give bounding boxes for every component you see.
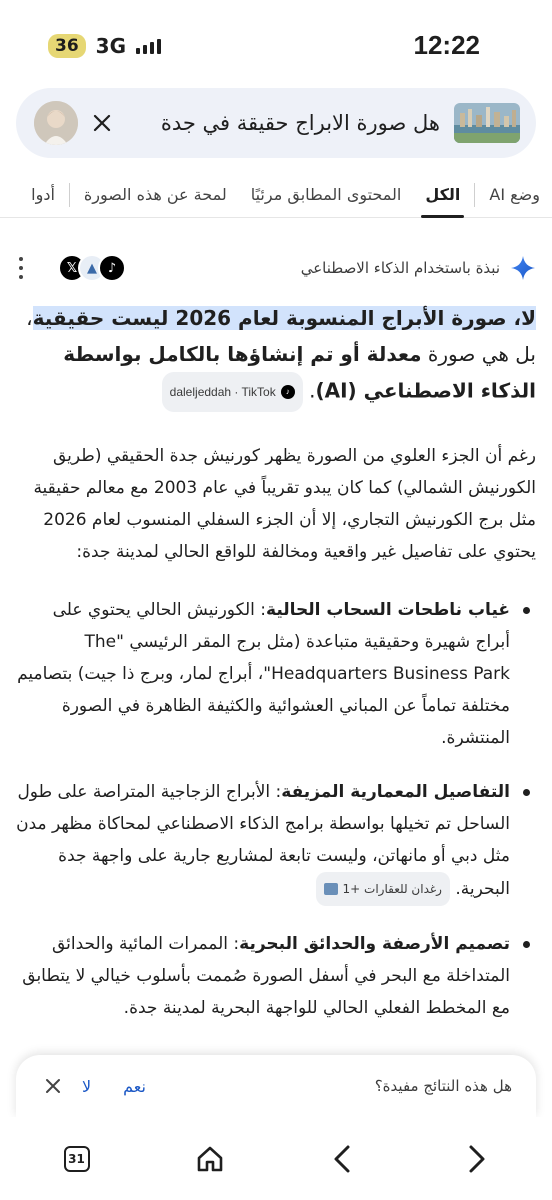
bullet-text: : الأبراج الزجاجية المتراصة على طول الساحل تم تخيلها بواسطة برامج الذكاء الاصطناعي لمحاكاة مظهر مدن مثل دبي أو مانهاتن، وليست تابعة لمشاريع جارية على واجهة جدة البحرية. (16, 782, 510, 899)
tab-about-image[interactable]: لمحة عن هذه الصورة (83, 185, 227, 204)
lead-answer (16, 300, 536, 412)
search-input[interactable]: هل صورة الابراج حقيقة في جدة (160, 111, 440, 135)
battery-indicator: 36 (48, 34, 86, 58)
lead-text: ، بل هي صورة (26, 306, 536, 366)
source-chip-label: daleljeddah · TikTok (169, 385, 276, 399)
x-icon: 𝕏 (58, 254, 86, 282)
tiktok-icon: ♪ (98, 254, 126, 282)
bullet-heading: تصميم الأرصفة والحدائق البحرية (239, 934, 510, 954)
explanation-paragraph: رغم أن الجزء العلوي من الصورة يظهر كورنيش جدة الحقيقي (طريق الكورنيش الشمالي) كما كان يبدو تقريباً في عام 2003 مع معالم حقيقية مثل برج الكورنيش التجاري، إلا أن الجزء السفلي المنسوب لعام 2026 يحتوي على تفاصيل غير واقعية ومخالفة للواقع الحالي لمدينة جدة: (33, 446, 536, 562)
bullet-text: : الممرات المائية والحدائق المتداخلة مع البحر في أسفل الصورة صُممت بأسلوب خيالي لا يتطابق مع المخطط الفعلي الحالي للواجهة البحرية لمدينة جدة. (22, 934, 510, 1018)
home-icon[interactable] (186, 1135, 234, 1183)
tab-all[interactable]: الكل (413, 172, 472, 218)
tab-divider (474, 183, 475, 207)
tab-ai-mode[interactable]: وضع AI (489, 185, 540, 204)
bullet-heading: التفاصيل المعمارية المزيفة (281, 782, 510, 802)
signal-icon (136, 38, 161, 54)
bullet-text: : الكورنيش الحالي يحتوي على أبراج شهيرة وحقيقية متباعدة (مثل برج المقر الرئيسي "The Headquarters Business Park"، أبراج لمار، وبرج ذا جيت) بتصاميم مختلفة تماماً عن المباني العشوائية والكثيفة الظاهرة في الصورة المنتشرة. (17, 600, 510, 748)
highlighted-answer: لا، صورة الأبراج المنسوبة لعام 2026 ليست حقيقية (32, 306, 536, 330)
bullet-list (16, 594, 536, 1024)
clock: 12:22 (413, 30, 480, 60)
source-chip[interactable] (162, 372, 303, 412)
source-site-icon: ▲ (78, 254, 106, 282)
ai-overview-content (16, 300, 536, 1046)
close-icon[interactable] (40, 1073, 66, 1099)
search-tabs (0, 172, 552, 218)
list-item (16, 928, 536, 1024)
search-bar[interactable] (16, 88, 536, 158)
sparkle-icon (510, 255, 536, 281)
ai-overview-title: نبذة باستخدام الذكاء الاصطناعي (300, 259, 500, 277)
back-icon[interactable] (319, 1135, 367, 1183)
feedback-no-button[interactable]: لا (82, 1076, 92, 1096)
ai-overview-header (16, 248, 536, 288)
close-icon[interactable] (88, 109, 116, 137)
forward-icon[interactable] (452, 1135, 500, 1183)
source-chip[interactable] (316, 872, 450, 906)
list-item (16, 594, 536, 754)
feedback-question: هل هذه النتائج مفيدة؟ (374, 1077, 512, 1095)
network-type: 3G (95, 34, 127, 58)
tab-tools[interactable]: أدوا (31, 185, 55, 204)
tabs-button[interactable] (53, 1135, 101, 1183)
image-thumbnail[interactable] (454, 103, 520, 143)
lead-bold: معدلة أو تم إنشاؤها بالكامل بواسطة الذكاء الاصطناعي (AI) (63, 342, 536, 403)
tab-visual-matches[interactable]: المحتوى المطابق مرئيًا (250, 185, 402, 204)
bullet-heading: غياب ناطحات السحاب الحالية (266, 600, 510, 620)
source-chip-label: رغدان للعقارات +1 (342, 882, 442, 896)
feedback-bar (16, 1055, 536, 1117)
avatar[interactable] (34, 101, 78, 145)
lead-end: . (309, 378, 316, 403)
source-site-icon (324, 883, 338, 895)
source-icons[interactable] (66, 254, 126, 282)
list-item (16, 776, 536, 906)
more-options-icon[interactable] (16, 257, 26, 279)
bottom-navigation (0, 1117, 552, 1200)
tab-divider (69, 183, 70, 207)
tiktok-icon: ♪ (281, 385, 295, 399)
feedback-yes-button[interactable]: نعم (123, 1076, 146, 1096)
tab-count: 31 (64, 1146, 90, 1172)
status-bar (0, 0, 552, 80)
